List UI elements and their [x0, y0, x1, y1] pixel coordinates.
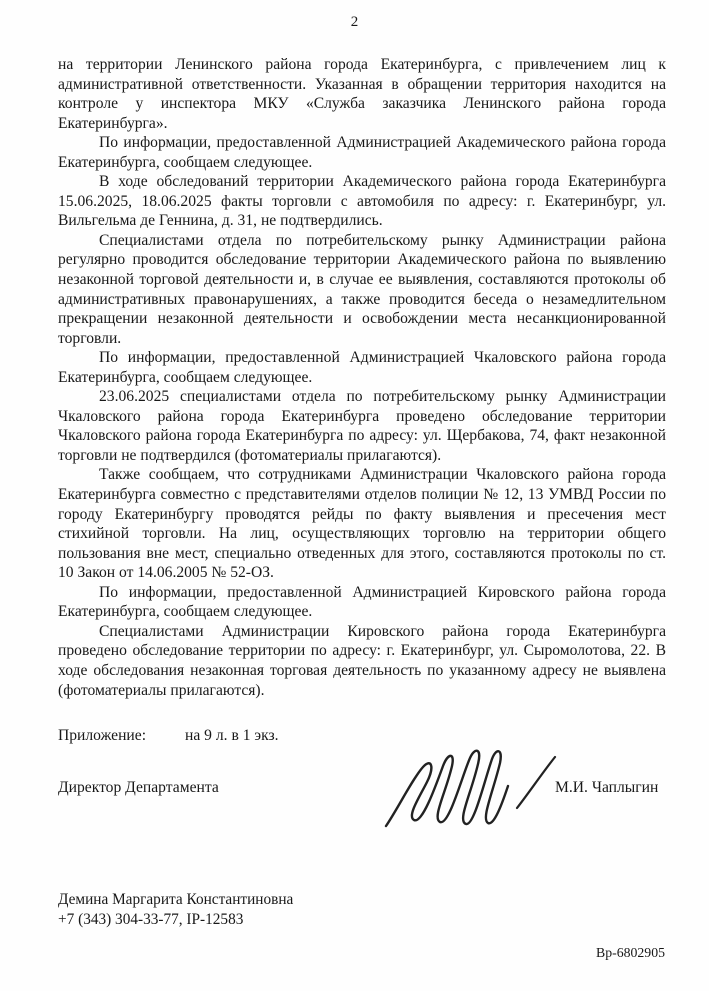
body-paragraph: Специалистами Администрации Кировского района города Екатеринбурга проведено обследование территории по адресу: г. Екатеринбург, ул. Сыромолотова, 22. В ходе обследования незаконная торговая деятельность по указанному адресу не выявлена (фотоматериалы прилагаются). — [58, 622, 666, 699]
body-paragraph: Специалистами отдела по потребительскому рынку Администрации района регулярно проводится обследование территории Академического района по выявлению незаконной торговой деятельности и, в случае ее выявления, составляются протоколы об административных правонарушениях, а также проводится беседа о незамедлительном прекращении незаконной деятельности и освобождении места несанкционированной торговли. — [58, 231, 666, 347]
body-paragraph: Также сообщаем, что сотрудниками Администрации Чкаловского района города Екатеринбурга совместно с представителями отделов полиции № 12, 13 УМВД России по городу Екатеринбургу проводятся рейды по факту выявления и пресечения мест стихийной торговли. На лиц, осуществляющих торговлю на территории общего пользования вне мест, специально отведенных для этого, составляются протоколы по ст. 10 Закон от 14.06.2005 № 52-ОЗ. — [58, 466, 666, 582]
attachment-label: Приложение: — [58, 727, 147, 744]
body-paragraph: По информации, предоставленной Администрацией Чкаловского района города Екатеринбурга, сообщаем следующее. — [58, 349, 666, 386]
body-paragraph: В ходе обследований территории Академического района города Екатеринбурга 15.06.2025, 18.06.2025 факты торговли с автомобиля по адресу: г. Екатеринбург, ул. Вильгельма де Геннина, д. 31, не подтвердились. — [58, 173, 666, 230]
letter-body — [58, 55, 666, 700]
body-paragraph: 23.06.2025 специалистами отдела по потребительскому рынку Администрации Чкаловского района города Екатеринбурга проведено обследование территории Чкаловского района города Екатеринбурга по адресу: ул. Щербакова, 74, факт незаконной торговли не подтвердился (фотоматериалы прилагаются). — [58, 388, 666, 464]
executor-block — [58, 890, 293, 929]
attachment-row — [58, 727, 279, 745]
signature-image — [383, 742, 578, 830]
body-paragraph: По информации, предоставленной Администрацией Кировского района города Екатеринбурга, сообщаем следующее. — [58, 583, 666, 621]
signer-name: М.И. Чаплыгин — [555, 779, 659, 796]
executor-contact: +7 (343) 304-33-77, IP-12583 — [58, 910, 244, 928]
signer-position-title: Директор Департамента — [58, 779, 219, 796]
executor-name: Демина Маргарита Константиновна — [58, 891, 294, 908]
attachment-value: на 9 л. в 1 экз. — [185, 727, 279, 744]
page-number: 2 — [350, 14, 359, 30]
body-paragraph: По информации, предоставленной Администрацией Академического района города Екатеринбурга, сообщаем следующее. — [58, 134, 666, 171]
body-paragraph: на территории Ленинского района города Екатеринбурга, с привлечением лиц к административной ответственности. Указанная в обращении территория находится на контроле у инспектора МКУ «Служба заказчика Ленинского района города Екатеринбурга». — [58, 56, 666, 132]
document-footer-code: Вр-6802905 — [596, 945, 665, 960]
